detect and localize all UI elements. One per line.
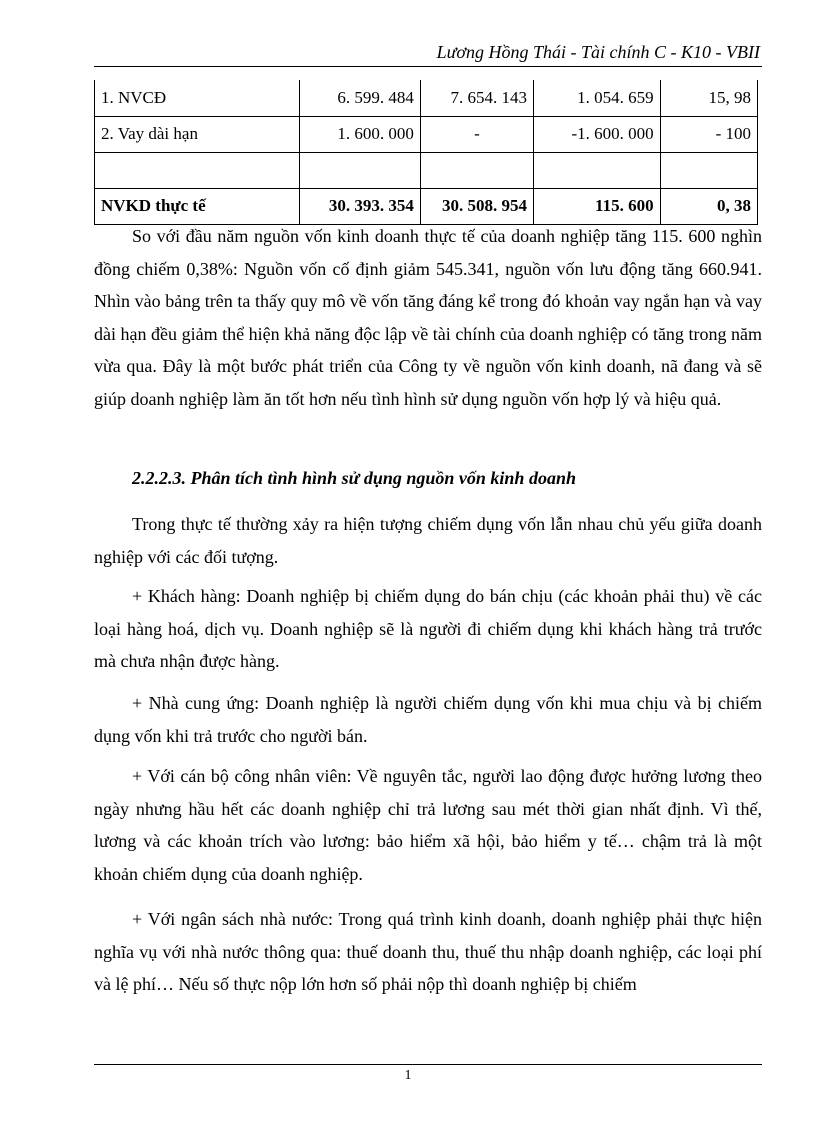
table-row: [95, 80, 758, 116]
row-label: NVKD thực tế: [95, 188, 300, 224]
paragraph: + Với ngân sách nhà nước: Trong quá trình kinh doanh, doanh nghiệp phải thực hiện nghĩa vụ với nhà nước thông qua: thuế doanh thu, thuế thu nhập doanh nghiệp, các loại phí và lệ phí… Nếu số thực nộp lớn hơn số phải nộp thì doanh nghiệp bị chiếm: [94, 909, 762, 994]
cell-end-year: [420, 152, 533, 188]
cell-percent: 0, 38: [660, 188, 757, 224]
cell-end-year: 7. 654. 143: [420, 80, 533, 116]
cell-percent: 15, 98: [660, 80, 757, 116]
paragraph: So với đầu năm nguồn vốn kinh doanh thực tế của doanh nghiệp tăng 115. 600 nghìn đồng chiếm 0,38%: Nguồn vốn cố định giảm 545.341, nguồn vốn lưu động tăng 660.941. Nhìn vào bảng trên ta thấy quy mô về vốn tăng đáng kể trong đó khoản vay ngắn hạn và vay dài hạn đều giảm thể hiện khả năng độc lập về tài chính của doanh nghiệp có tăng trong năm vừa qua. Đây là một bước phát triển của Công ty về nguồn vốn kinh doanh, nã đang và sẽ giúp doanh nghiệp làm ăn tốt hơn nếu tình hình sử dụng nguồn vốn hợp lý và hiệu quả.: [94, 226, 762, 409]
section-heading: 2.2.2.3. Phân tích tình hình sử dụng nguồn vốn kinh doanh: [132, 468, 576, 488]
cell-change: [533, 152, 660, 188]
cell-start-year: 30. 393. 354: [300, 188, 421, 224]
page-number: 1: [404, 1068, 412, 1083]
paragraph: + Nhà cung ứng: Doanh nghiệp là người chiếm dụng vốn khi mua chịu và bị chiếm dụng vốn khi trả trước cho người bán.: [94, 693, 762, 746]
cell-percent: - 100: [660, 116, 757, 152]
paragraph: + Khách hàng: Doanh nghiệp bị chiếm dụng do bán chịu (các khoản phải thu) về các loại hàng hoá, dịch vụ. Doanh nghiệp sẽ là người đi chiếm dụng khi khách hàng trả trước mà chưa nhận được hàng.: [94, 586, 762, 671]
cell-start-year: 1. 600. 000: [300, 116, 421, 152]
cell-change: 115. 600: [533, 188, 660, 224]
table-row: [95, 116, 758, 152]
paragraph: Trong thực tế thường xảy ra hiện tượng chiếm dụng vốn lẫn nhau chủ yếu giữa doanh nghiệp với các đối tượng.: [94, 514, 762, 567]
cell-end-year: 30. 508. 954: [420, 188, 533, 224]
cell-start-year: 6. 599. 484: [300, 80, 421, 116]
cell-change: -1. 600. 000: [533, 116, 660, 152]
cell-percent: [660, 152, 757, 188]
table-row: [95, 152, 758, 188]
footer-rule: [94, 1064, 762, 1065]
row-label: [95, 152, 300, 188]
cell-end-year: -: [420, 116, 533, 152]
cell-change: 1. 054. 659: [533, 80, 660, 116]
row-label: 1. NVCĐ: [95, 80, 300, 116]
page-header: [94, 40, 762, 67]
table-row-total: [95, 188, 758, 224]
header-text: Lương Hồng Thái - Tài chính C - K10 - VBII: [436, 42, 760, 62]
cell-start-year: [300, 152, 421, 188]
capital-table: [94, 80, 758, 225]
row-label: 2. Vay dài hạn: [95, 116, 300, 152]
paragraph: + Với cán bộ công nhân viên: Về nguyên tắc, người lao động được hưởng lương theo ngày nhưng hầu hết các doanh nghiệp chỉ trả lương sau mét thời gian nhất định. Vì thế, lương và các khoản trích vào lương: bảo hiểm xã hội, bảo hiểm y tế… chậm trả là một khoản chiếm dụng của doanh nghiệp.: [94, 766, 762, 884]
